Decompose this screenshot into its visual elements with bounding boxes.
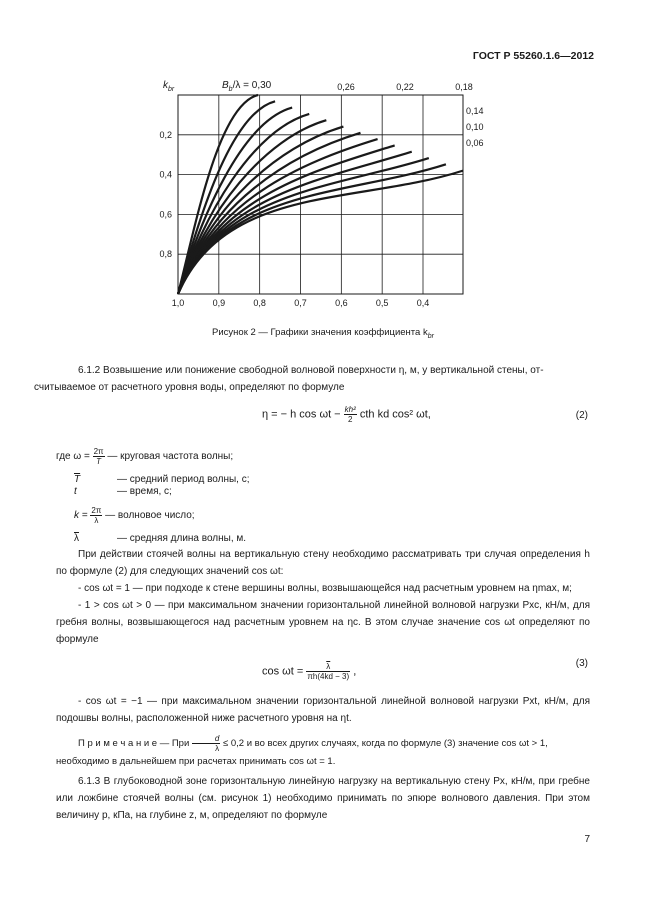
series-label-top: 0,26 bbox=[337, 82, 355, 92]
series-label-right: 0,10 bbox=[466, 122, 484, 132]
page-number: 7 bbox=[584, 834, 590, 845]
x-tick-label: 0,5 bbox=[375, 298, 389, 308]
y-tick-label: 0,6 bbox=[159, 209, 172, 220]
series-prefix-label: $B_b/\lambda = 0,30$ bbox=[222, 80, 272, 93]
series-label-right: 0,06 bbox=[466, 138, 484, 148]
x-tick-label: 0,7 bbox=[294, 298, 307, 308]
y-axis-label: $k_{br}$ bbox=[163, 80, 175, 93]
where-omega: где ω = $\frac{2\pi}{T}$ — круговая частота волны; bbox=[56, 447, 234, 466]
paragraph-6-1-2: 6.1.2 Возвышение или понижение свободной волновой поверхности η, м, у вертикальной стены, от- считываемое от расчетного уровня воды, определяют по формуле bbox=[34, 365, 544, 393]
plot-frame bbox=[178, 95, 463, 294]
curve-line bbox=[178, 139, 378, 294]
series-label-right: 0,14 bbox=[466, 106, 484, 116]
series-label-top: 0,18 bbox=[455, 82, 473, 92]
x-tick-label: 0,4 bbox=[416, 298, 430, 308]
x-tick-label: 0,9 bbox=[212, 298, 226, 308]
paragraph-case-3: - cos ωt = −1 — при максимальном значении горизонтальной линейной волновой нагрузки Pxt, кН/м, для подошвы волны, расположенной ниже расчетного уровня на ηt. bbox=[56, 696, 590, 724]
x-tick-label: 1,0 bbox=[171, 298, 185, 308]
equation-3-number: (3) bbox=[575, 658, 588, 669]
series-label-top: 0,22 bbox=[396, 82, 414, 92]
figure-caption: Рисунок 2 — Графики значения коэффициента $k_{br}$ bbox=[212, 327, 434, 340]
where-k: k = $\frac{2\pi}{\lambda}$ — волновое число; bbox=[74, 506, 195, 525]
where-lambda: $\overline{\lambda}$ — средняя длина волны, м. bbox=[74, 533, 247, 544]
y-tick-label: 0,8 bbox=[159, 249, 172, 260]
standard-header: ГОСТ Р 55260.1.6—2012 bbox=[472, 50, 594, 62]
where-T: $\overline{T}$ — средний период волны, с; bbox=[74, 474, 250, 485]
equation-2: η = − h cos ωt − $\frac{\text{kh²}}{2}$ cth kd cos² ωt, bbox=[262, 405, 431, 424]
equation-3: cos ωt = $\frac{\overline{\lambda}}{\pi h(4kd - 3)}$ , bbox=[262, 662, 357, 681]
kbr-chart bbox=[150, 78, 484, 318]
x-tick-label: 0,6 bbox=[335, 298, 348, 308]
where-t: t — время, с; bbox=[74, 486, 172, 497]
paragraph-cases: При действии стоячей волны на вертикальную стену необходимо рассматривать три случая определения h по формуле (2) для следующих значений cos ωt: - cos ωt = 1 — при подходе к стене вершины волны, возвышающейся над расчетным уровнем на ηmax, м; - 1 > cos ωt > 0 — при максимальном значении горизонтальной линейной волновой нагрузки Pxc, кН/м, для гребня волны, возвышающегося над расчетным уровнем на ηc. В этом случае значение cos ωt определяют по формуле bbox=[56, 549, 590, 645]
x-tick-label: 0,8 bbox=[253, 298, 266, 308]
note: П р и м е ч а н и е — При $\frac{d}{\lambda}$ ≤ 0,2 и во всех других случаях, когда по формуле (3) значение cos ωt > 1, необходимо в дальнейшем при расчетах принимать cos ωt = 1. bbox=[56, 734, 548, 767]
paragraph-6-1-3: 6.1.3 В глубоководной зоне горизонтальную линейную нагрузку на вертикальную стену Px, кН/м, при гребне или ложбине стоячей волны (см. рисунок 1) необходимо принимать по эпюре волнового давления. При этом величину p, кПа, на глубине z, м, определяют по формуле bbox=[56, 776, 590, 821]
y-tick-label: 0,4 bbox=[159, 169, 172, 180]
equation-2-number: (2) bbox=[575, 410, 588, 421]
y-tick-label: 0,2 bbox=[159, 129, 172, 140]
